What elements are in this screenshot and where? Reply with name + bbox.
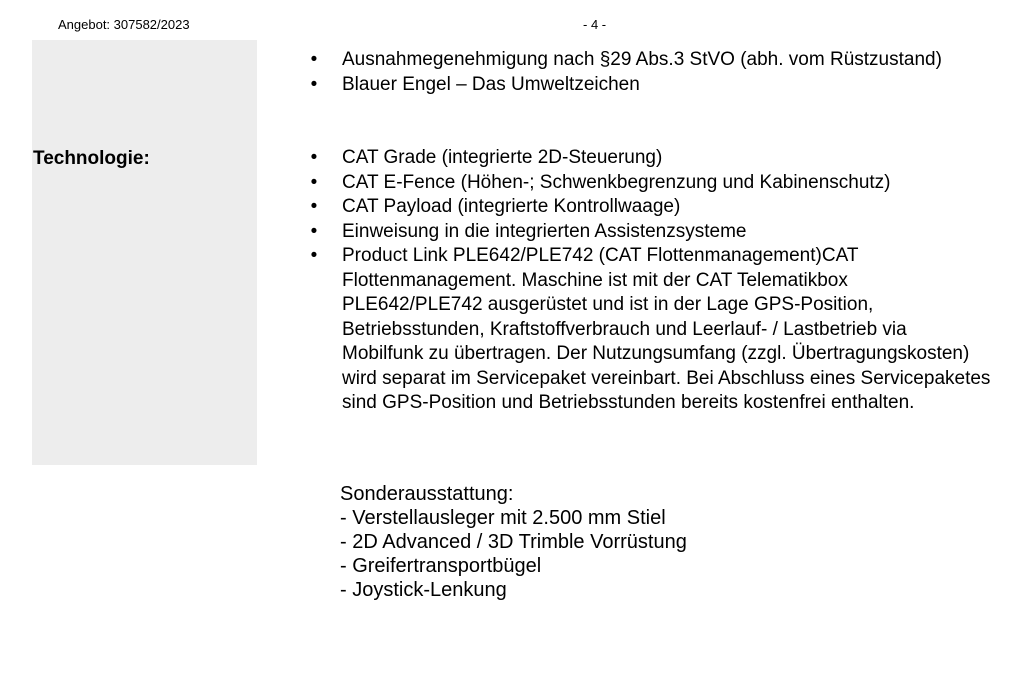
bullet-icon: • (310, 196, 318, 217)
list-item-text: CAT Payload (integrierte Kontrollwaage) (342, 196, 681, 217)
section-label-technology: Technologie: (33, 148, 150, 169)
list-item (306, 146, 992, 171)
bullet-icon: • (310, 49, 318, 70)
technology-bullet-list (306, 146, 992, 416)
list-item-text: Product Link PLE642/PLE742 (CAT Flottenmanagement)CAT Flottenmanagement. Maschine ist mit der CAT Telematikbox PLE642/PLE742 ausgerüstet und ist in der Lage GPS-Position, Betriebsstunden, Kraftstoffverbrauch und Leerlauf- / Lastbetrieb via Mobilfunk zu übertragen. Der Nutzungsumfang (zzgl. Übertragungskosten) wird separat im Servicepaket vereinbart. Bei Abschluss eines Servicepaketes sind GPS-Position und Betriebsstunden bereits kostenfrei enthalten. (342, 245, 991, 413)
special-equipment-item: - Greifertransportbügel (340, 555, 542, 577)
bullet-icon: • (310, 73, 318, 95)
page-number: - 4 - (583, 17, 607, 32)
list-item (306, 195, 992, 220)
list-item (306, 244, 992, 416)
list-item-text: Blauer Engel – Das Umweltzeichen (342, 73, 640, 95)
special-equipment-item: - Verstellausleger mit 2.500 mm Stiel (340, 507, 666, 529)
list-item (306, 73, 992, 98)
bullet-icon: • (310, 147, 318, 168)
offer-number: Angebot: 307582/2023 (58, 17, 190, 32)
list-item (306, 171, 992, 196)
bullet-icon: • (310, 245, 318, 266)
special-equipment-item: - 2D Advanced / 3D Trimble Vorrüstung (340, 531, 687, 553)
list-item (306, 48, 992, 73)
top-bullet-list (306, 48, 992, 97)
special-equipment-item: - Joystick-Lenkung (340, 579, 507, 601)
bullet-icon: • (310, 220, 318, 242)
list-item-text: CAT Grade (integrierte 2D-Steuerung) (342, 147, 663, 168)
bullet-icon: • (310, 171, 318, 193)
special-equipment-block (340, 482, 687, 602)
list-item-text: Einweisung in die integrierten Assistenzsysteme (342, 220, 747, 242)
list-item-text: CAT E-Fence (Höhen-; Schwenkbegrenzung und Kabinenschutz) (342, 171, 891, 193)
list-item-text: Ausnahmegenehmigung nach §29 Abs.3 StVO (abh. vom Rüstzustand) (342, 49, 942, 70)
label-column (32, 40, 257, 465)
list-item (306, 220, 992, 245)
special-equipment-title: Sonderausstattung: (340, 483, 514, 505)
